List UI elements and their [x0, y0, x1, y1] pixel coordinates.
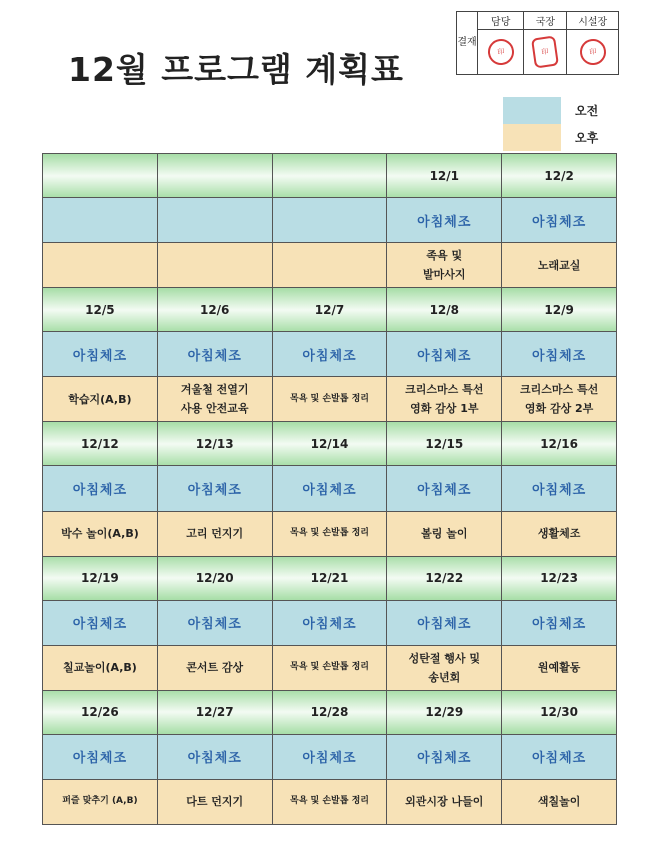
- date-cell: 12/12: [43, 422, 158, 466]
- legend-swatch-am: [503, 97, 561, 124]
- week-3-date-row: [43, 422, 617, 466]
- legend-item-pm: [503, 124, 618, 151]
- am-activity-cell: 아침체조: [502, 466, 617, 511]
- am-activity-cell: 아침체조: [157, 332, 272, 377]
- pm-activity-cell: 칠교놀이(A,B): [43, 645, 158, 690]
- pm-activity-cell: 목욕 및 손발톱 정리: [272, 511, 387, 556]
- date-cell: 12/16: [502, 422, 617, 466]
- am-activity-cell: 아침체조: [43, 332, 158, 377]
- date-cell: 12/1: [387, 154, 502, 198]
- legend-item-am: [503, 97, 618, 124]
- date-cell: 12/6: [157, 288, 272, 332]
- am-activity-cell: 아침체조: [502, 734, 617, 779]
- am-activity-cell: 아침체조: [502, 198, 617, 243]
- date-cell: [272, 154, 387, 198]
- week-5-am-row: [43, 734, 617, 779]
- am-activity-cell: 아침체조: [157, 600, 272, 645]
- am-activity-cell: [272, 198, 387, 243]
- date-cell: 12/30: [502, 690, 617, 734]
- am-activity-cell: 아침체조: [43, 466, 158, 511]
- week-1-date-row: [43, 154, 617, 198]
- schedule-table: [42, 153, 617, 825]
- pm-activity-cell: 목욕 및 손발톱 정리: [272, 377, 387, 422]
- date-cell: 12/27: [157, 690, 272, 734]
- date-cell: [157, 154, 272, 198]
- pm-activity-cell: 학습지(A,B): [43, 377, 158, 422]
- am-activity-cell: 아침체조: [387, 600, 502, 645]
- am-activity-cell: 아침체조: [502, 332, 617, 377]
- date-cell: 12/8: [387, 288, 502, 332]
- seal-stamp-icon: 印: [531, 35, 559, 68]
- week-3-pm-row: [43, 511, 617, 556]
- date-cell: 12/2: [502, 154, 617, 198]
- date-cell: 12/14: [272, 422, 387, 466]
- approval-header-staff: 담당: [478, 12, 524, 30]
- approval-header-facility-head: 시설장: [567, 12, 619, 30]
- date-cell: 12/22: [387, 556, 502, 600]
- am-activity-cell: 아침체조: [387, 734, 502, 779]
- pm-activity-cell: 노래교실: [502, 243, 617, 288]
- week-4-date-row: [43, 556, 617, 600]
- date-cell: 12/19: [43, 556, 158, 600]
- pm-activity-cell: 고리 던지기: [157, 511, 272, 556]
- approval-header-director: 국장: [524, 12, 567, 30]
- am-activity-cell: 아침체조: [43, 600, 158, 645]
- am-activity-cell: 아침체조: [272, 466, 387, 511]
- am-activity-cell: 아침체조: [387, 198, 502, 243]
- date-cell: 12/13: [157, 422, 272, 466]
- pm-activity-cell: [272, 243, 387, 288]
- date-cell: 12/5: [43, 288, 158, 332]
- date-cell: 12/9: [502, 288, 617, 332]
- date-cell: 12/20: [157, 556, 272, 600]
- seal-stamp-icon: 印: [486, 37, 515, 66]
- pm-activity-cell: 족욕 및 발마사지: [387, 243, 502, 288]
- page-title: 12월 프로그램 계획표: [68, 50, 404, 89]
- date-cell: 12/29: [387, 690, 502, 734]
- am-activity-cell: 아침체조: [272, 600, 387, 645]
- date-cell: [43, 154, 158, 198]
- pm-activity-cell: [157, 243, 272, 288]
- legend-label-am: 오전: [575, 104, 599, 118]
- legend-swatch-pm: [503, 124, 561, 151]
- am-activity-cell: [157, 198, 272, 243]
- week-4-am-row: [43, 600, 617, 645]
- week-3-am-row: [43, 466, 617, 511]
- week-4-pm-row: [43, 645, 617, 690]
- am-activity-cell: 아침체조: [272, 332, 387, 377]
- am-activity-cell: [43, 198, 158, 243]
- pm-activity-cell: 목욕 및 손발톱 정리: [272, 645, 387, 690]
- pm-activity-cell: 볼링 놀이: [387, 511, 502, 556]
- signature-cell-facility-head: [567, 30, 619, 75]
- week-5-date-row: [43, 690, 617, 734]
- am-activity-cell: 아침체조: [43, 734, 158, 779]
- date-cell: 12/26: [43, 690, 158, 734]
- pm-activity-cell: 퍼즐 맞추기 (A,B): [43, 779, 158, 824]
- am-activity-cell: 아침체조: [387, 332, 502, 377]
- pm-activity-cell: 겨울철 전열기 사용 안전교육: [157, 377, 272, 422]
- pm-activity-cell: 색칠놀이: [502, 779, 617, 824]
- am-activity-cell: 아침체조: [272, 734, 387, 779]
- legend: [503, 97, 618, 151]
- pm-activity-cell: 성탄절 행사 및 송년회: [387, 645, 502, 690]
- pm-activity-cell: 크리스마스 특선 영화 감상 2부: [502, 377, 617, 422]
- seal-stamp-icon: 印: [578, 37, 607, 66]
- pm-activity-cell: 크리스마스 특선 영화 감상 1부: [387, 377, 502, 422]
- approval-side-label: 결재: [457, 12, 478, 75]
- pm-activity-cell: 원예활동: [502, 645, 617, 690]
- pm-activity-cell: 생활체조: [502, 511, 617, 556]
- legend-label-pm: 오후: [575, 131, 599, 145]
- signature-cell-staff: [478, 30, 524, 75]
- date-cell: 12/21: [272, 556, 387, 600]
- am-activity-cell: 아침체조: [502, 600, 617, 645]
- am-activity-cell: 아침체조: [387, 466, 502, 511]
- date-cell: 12/7: [272, 288, 387, 332]
- week-2-date-row: [43, 288, 617, 332]
- pm-activity-cell: 콘서트 감상: [157, 645, 272, 690]
- week-1-pm-row: [43, 243, 617, 288]
- pm-activity-cell: 다트 던지기: [157, 779, 272, 824]
- week-2-pm-row: [43, 377, 617, 422]
- am-activity-cell: 아침체조: [157, 734, 272, 779]
- am-activity-cell: 아침체조: [157, 466, 272, 511]
- date-cell: 12/28: [272, 690, 387, 734]
- week-1-am-row: [43, 198, 617, 243]
- pm-activity-cell: 목욕 및 손발톱 정리: [272, 779, 387, 824]
- signature-cell-director: [524, 30, 567, 75]
- week-2-am-row: [43, 332, 617, 377]
- pm-activity-cell: 외관시장 나들이: [387, 779, 502, 824]
- approval-box: [456, 11, 619, 75]
- pm-activity-cell: 박수 놀이(A,B): [43, 511, 158, 556]
- date-cell: 12/23: [502, 556, 617, 600]
- week-5-pm-row: [43, 779, 617, 824]
- date-cell: 12/15: [387, 422, 502, 466]
- pm-activity-cell: [43, 243, 158, 288]
